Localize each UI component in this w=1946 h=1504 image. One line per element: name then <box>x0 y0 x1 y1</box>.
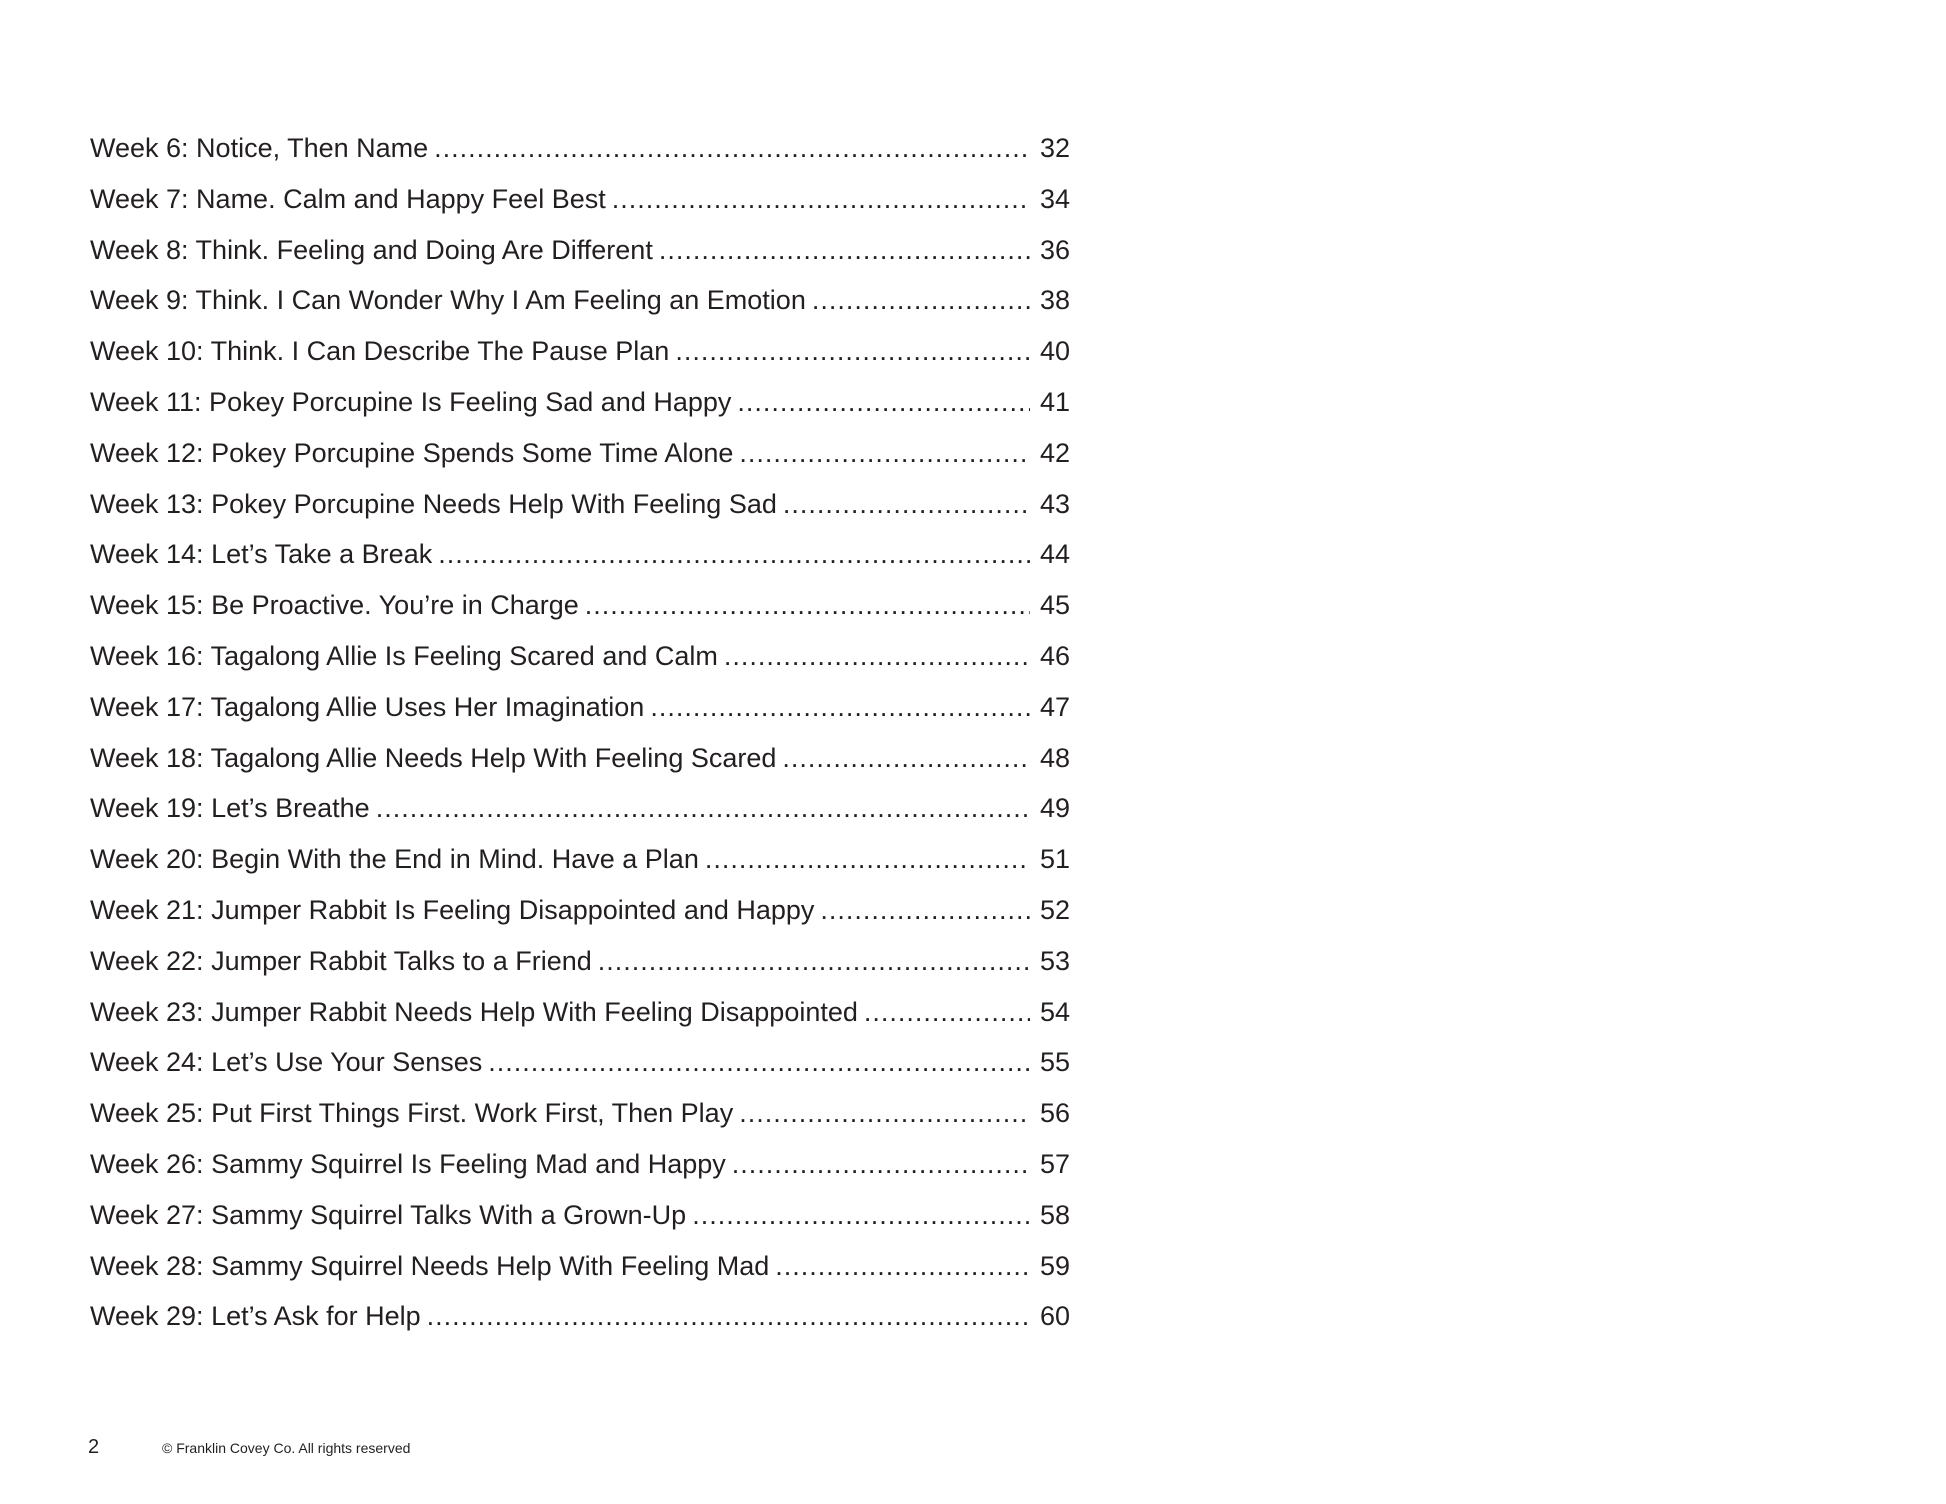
toc-entry-page: 44 <box>1039 539 1070 570</box>
toc-entry <box>90 1246 1070 1297</box>
toc-entry-title: Week 12: Pokey Porcupine Spends Some Time Alone <box>90 437 734 468</box>
toc-entry-page: 57 <box>1039 1148 1070 1179</box>
toc-dot-leader <box>739 1093 1030 1133</box>
toc-dot-leader <box>705 839 1030 879</box>
page-footer <box>88 1436 410 1459</box>
toc-entry-page: 47 <box>1039 691 1070 722</box>
toc-entry-page: 58 <box>1039 1199 1070 1230</box>
toc-entry-title: Week 17: Tagalong Allie Uses Her Imagination <box>90 691 645 722</box>
toc-entry <box>90 738 1070 789</box>
toc-entry-page: 48 <box>1039 742 1070 773</box>
toc-entry-title: Week 20: Begin With the End in Mind. Have a Plan <box>90 844 699 875</box>
toc-entry <box>90 331 1070 382</box>
toc-dot-leader <box>376 788 1030 828</box>
toc-entry <box>90 839 1070 890</box>
toc-entry-title: Week 11: Pokey Porcupine Is Feeling Sad and Happy <box>90 386 732 417</box>
toc-dot-leader <box>782 738 1030 778</box>
toc-entry-title: Week 24: Let’s Use Your Senses <box>90 1047 483 1078</box>
toc-entry-page: 36 <box>1039 234 1070 265</box>
toc-dot-leader <box>434 128 1030 168</box>
toc-entry-page: 38 <box>1039 285 1070 316</box>
table-of-contents <box>90 128 1070 1347</box>
toc-entry-title: Week 8: Think. Feeling and Doing Are Different <box>90 234 653 265</box>
toc-entry-title: Week 25: Put First Things First. Work First, Then Play <box>90 1098 734 1129</box>
toc-entry-title: Week 29: Let’s Ask for Help <box>90 1301 421 1332</box>
page-number: 2 <box>88 1436 100 1458</box>
toc-entry-page: 43 <box>1039 488 1070 519</box>
toc-entry-page: 59 <box>1039 1250 1070 1281</box>
toc-entry <box>90 433 1070 484</box>
toc-entry <box>90 636 1070 687</box>
toc-dot-leader <box>692 1195 1030 1235</box>
toc-dot-leader <box>488 1042 1030 1082</box>
toc-entry <box>90 382 1070 433</box>
toc-entry-page: 41 <box>1039 386 1070 417</box>
toc-entry-page: 45 <box>1039 590 1070 621</box>
toc-entry-page: 49 <box>1039 793 1070 824</box>
toc-entry-title: Week 21: Jumper Rabbit Is Feeling Disappointed and Happy <box>90 894 815 925</box>
toc-entry-page: 34 <box>1039 183 1070 214</box>
toc-dot-leader <box>650 687 1030 727</box>
toc-entry <box>90 179 1070 230</box>
toc-dot-leader <box>659 230 1030 270</box>
toc-entry-page: 53 <box>1039 945 1070 976</box>
toc-dot-leader <box>732 1144 1030 1184</box>
toc-dot-leader <box>783 484 1030 524</box>
toc-entry <box>90 1093 1070 1144</box>
toc-entry-title: Week 26: Sammy Squirrel Is Feeling Mad and Happy <box>90 1148 726 1179</box>
toc-entry-title: Week 18: Tagalong Allie Needs Help With Feeling Scared <box>90 742 777 773</box>
toc-entry-title: Week 7: Name. Calm and Happy Feel Best <box>90 183 606 214</box>
toc-entry <box>90 1296 1070 1347</box>
copyright-notice: © Franklin Covey Co. All rights reserved <box>162 1440 411 1456</box>
toc-entry-page: 52 <box>1039 894 1070 925</box>
toc-dot-leader <box>775 1246 1030 1286</box>
toc-entry-page: 40 <box>1039 336 1070 367</box>
toc-entry-title: Week 15: Be Proactive. You’re in Charge <box>90 590 579 621</box>
toc-entry-title: Week 22: Jumper Rabbit Talks to a Friend <box>90 945 592 976</box>
toc-entry <box>90 230 1070 281</box>
toc-entry <box>90 585 1070 636</box>
toc-entry-title: Week 10: Think. I Can Describe The Pause Plan <box>90 336 670 367</box>
toc-entry <box>90 534 1070 585</box>
toc-dot-leader <box>812 280 1030 320</box>
toc-dot-leader <box>585 585 1030 625</box>
toc-dot-leader <box>737 382 1030 422</box>
toc-entry-page: 56 <box>1039 1098 1070 1129</box>
toc-dot-leader <box>612 179 1030 219</box>
toc-entry-title: Week 9: Think. I Can Wonder Why I Am Feeling an Emotion <box>90 285 806 316</box>
toc-entry-title: Week 13: Pokey Porcupine Needs Help With Feeling Sad <box>90 488 777 519</box>
toc-entry-title: Week 19: Let’s Breathe <box>90 793 370 824</box>
toc-dot-leader <box>675 331 1030 371</box>
toc-dot-leader <box>438 534 1030 574</box>
toc-entry <box>90 1042 1070 1093</box>
toc-entry <box>90 890 1070 941</box>
toc-entry-title: Week 23: Jumper Rabbit Needs Help With Feeling Disappointed <box>90 996 858 1027</box>
toc-entry <box>90 280 1070 331</box>
toc-entry-page: 32 <box>1039 133 1070 163</box>
toc-entry <box>90 992 1070 1043</box>
toc-entry <box>90 1144 1070 1195</box>
toc-dot-leader <box>739 433 1030 473</box>
toc-entry-title: Week 28: Sammy Squirrel Needs Help With Feeling Mad <box>90 1250 770 1281</box>
toc-dot-leader <box>427 1296 1030 1336</box>
toc-entry <box>90 484 1070 535</box>
toc-dot-leader <box>864 992 1030 1032</box>
toc-entry-title: Week 14: Let’s Take a Break <box>90 539 433 570</box>
toc-entry-page: 46 <box>1039 640 1070 671</box>
toc-entry-page: 55 <box>1039 1047 1070 1078</box>
toc-entry-page: 60 <box>1039 1301 1070 1332</box>
toc-entry <box>90 1195 1070 1246</box>
toc-entry-page: 51 <box>1039 844 1070 875</box>
toc-entry-title: Week 16: Tagalong Allie Is Feeling Scared and Calm <box>90 640 718 671</box>
toc-dot-leader <box>598 941 1030 981</box>
toc-entry-title: Week 27: Sammy Squirrel Talks With a Grown-Up <box>90 1199 687 1230</box>
toc-entry-page: 42 <box>1039 437 1070 468</box>
toc-entry-page: 54 <box>1039 996 1070 1027</box>
toc-dot-leader <box>820 890 1030 930</box>
toc-entry <box>90 788 1070 839</box>
toc-entry <box>90 941 1070 992</box>
toc-entry-title: Week 6: Notice, Then Name <box>90 133 429 163</box>
toc-entry <box>90 128 1070 179</box>
toc-dot-leader <box>724 636 1030 676</box>
toc-entry <box>90 687 1070 738</box>
